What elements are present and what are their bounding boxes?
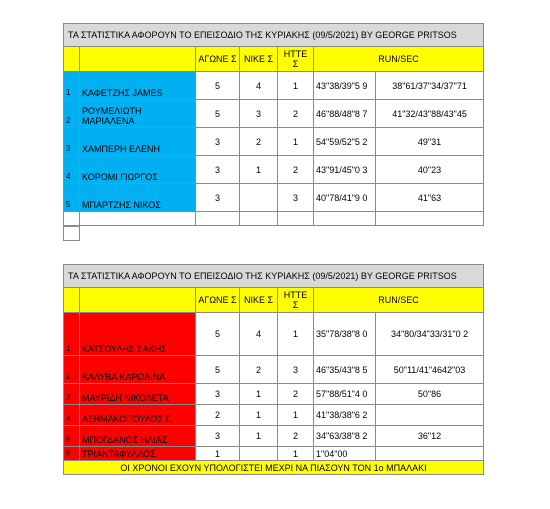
agones-value: 5 xyxy=(196,313,240,356)
table-row xyxy=(64,313,484,356)
nikes-value: 1 xyxy=(240,426,278,447)
row-number: 1 xyxy=(64,72,80,100)
times-value: 41"38/38"6 2 xyxy=(314,405,376,426)
table-row xyxy=(64,356,484,384)
agones-value: 3 xyxy=(196,426,240,447)
run-sec-value: 41"63 xyxy=(376,184,484,212)
table-row xyxy=(64,72,484,100)
header-httes: ΗΤΤΕ Σ xyxy=(278,288,314,313)
header-blank xyxy=(64,47,80,72)
player-name: ΜΠΑΡΤΖΗΣ ΝΙΚΟΣ xyxy=(80,184,196,212)
row-number: 5 xyxy=(64,184,80,212)
header-httes: ΗΤΤΕ Σ xyxy=(278,47,314,72)
player-name: ΜΑΥΡΙΔΗ ΝΙΚΟΛΕΤΑ xyxy=(80,384,196,405)
header-blank xyxy=(64,288,80,313)
row-number: 2 xyxy=(64,356,80,384)
stats-table-1 xyxy=(63,23,484,226)
table-row xyxy=(64,156,484,184)
table-row xyxy=(64,447,484,461)
row-number: 4 xyxy=(64,405,80,426)
player-name: ΚΟΡΟΜΙ ΓΙΩΡΓΟΣ xyxy=(80,156,196,184)
httes-value: 1 xyxy=(278,72,314,100)
player-name: ΚΑΤΣΟΥΛΗΣ ΣΑΚΗΣ xyxy=(80,313,196,356)
run-sec-value: 38"61/37"34/37"71 xyxy=(376,72,484,100)
times-value: 1"04"00 xyxy=(314,447,376,461)
times-value: 57"88/51"4 0 xyxy=(314,384,376,405)
times-value: 34"63/38"8 2 xyxy=(314,426,376,447)
row-number: 2 xyxy=(64,100,80,128)
times-value: 46"88/48"8 7 xyxy=(314,100,376,128)
httes-value: 3 xyxy=(278,356,314,384)
run-sec-value: 34"80/34"33/31"0 2 xyxy=(376,313,484,356)
table-row xyxy=(64,426,484,447)
agones-value: 3 xyxy=(196,156,240,184)
httes-value: 2 xyxy=(278,156,314,184)
header-nikes: ΝΙΚΕ Σ xyxy=(240,288,278,313)
nikes-value: 4 xyxy=(240,313,278,356)
agones-value: 3 xyxy=(196,384,240,405)
httes-value: 1 xyxy=(278,447,314,461)
header-blank xyxy=(80,47,196,72)
header-agones: ΑΓΩΝΕ Σ xyxy=(196,47,240,72)
agones-value: 5 xyxy=(196,100,240,128)
run-sec-value xyxy=(376,405,484,426)
row-number: 3 xyxy=(64,384,80,405)
run-sec-value: 50"86 xyxy=(376,384,484,405)
times-value: 35"78/38"8 0 xyxy=(314,313,376,356)
httes-value: 1 xyxy=(278,313,314,356)
row-number: 5 xyxy=(64,426,80,447)
table-row xyxy=(64,405,484,426)
agones-value: 3 xyxy=(196,128,240,156)
agones-value: 2 xyxy=(196,405,240,426)
header-blank xyxy=(80,288,196,313)
agones-value: 3 xyxy=(196,184,240,212)
times-value: 43"91/45"0 3 xyxy=(314,156,376,184)
table-row xyxy=(64,100,484,128)
nikes-value: 3 xyxy=(240,100,278,128)
nikes-value xyxy=(240,447,278,461)
httes-value: 1 xyxy=(278,405,314,426)
row-number: 1 xyxy=(64,313,80,356)
nikes-value: 2 xyxy=(240,128,278,156)
run-sec-value: 50"11/41"4642"03 xyxy=(376,356,484,384)
section-title: ΤΑ ΣΤΑΤΙΣΤΙΚΑ ΑΦΟΡΟΥΝ ΤΟ ΕΠΕΙΣΟΔΙΟ ΤΗΣ ΚΥΡΙΑΚΗΣ (09/5/2021) BY GEORGE PRITSOS xyxy=(64,265,484,288)
player-name: ΧΑΜΠΕΡΗ ΕΛΕΝΗ xyxy=(80,128,196,156)
player-name: ΚΑΛΥΒΑ ΚΑΡΟΛΙΝΑ xyxy=(80,356,196,384)
header-agones: ΑΓΩΝΕ Σ xyxy=(196,288,240,313)
stats-table-2 xyxy=(63,264,484,475)
httes-value: 2 xyxy=(278,100,314,128)
table-row xyxy=(64,384,484,405)
row-number: 3 xyxy=(64,128,80,156)
times-value: 43"38/39"5 9 xyxy=(314,72,376,100)
nikes-value: 1 xyxy=(240,405,278,426)
nikes-value: 1 xyxy=(240,384,278,405)
row-number: 4 xyxy=(64,156,80,184)
table-row xyxy=(64,128,484,156)
stats-sheet xyxy=(63,23,483,475)
httes-value: 1 xyxy=(278,128,314,156)
footer-note: ΟΙ ΧΡΟΝΟΙ ΕΧΟΥΝ ΥΠΟΛΟΓΙΣΤΕΙ ΜΕΧΡΙ ΝΑ ΠΙΑΣΟΥΝ ΤΟΝ 1ο ΜΠΑΛΑΚΙ xyxy=(64,461,484,475)
nikes-value: 2 xyxy=(240,356,278,384)
header-run-sec: RUN/SEC xyxy=(314,47,484,72)
player-name: ΡΟΥΜΕΛΙΩΤΗ ΜΑΡΙΑΛΕΝΑ xyxy=(80,100,196,128)
header-run-sec: RUN/SEC xyxy=(314,288,484,313)
agones-value: 5 xyxy=(196,356,240,384)
agones-value: 1 xyxy=(196,447,240,461)
run-sec-value xyxy=(376,447,484,461)
nikes-value: 1 xyxy=(240,156,278,184)
agones-value: 5 xyxy=(196,72,240,100)
times-value: 54"59/52"5 2 xyxy=(314,128,376,156)
player-name: ΚΑΦΕΤΖΗΣ JAMES xyxy=(80,72,196,100)
nikes-value xyxy=(240,184,278,212)
run-sec-value: 49"31 xyxy=(376,128,484,156)
times-value: 40"78/41"9 0 xyxy=(314,184,376,212)
run-sec-value: 41"32/43"88/43"45 xyxy=(376,100,484,128)
httes-value: 2 xyxy=(278,384,314,405)
spacer-cell xyxy=(63,226,80,241)
httes-value: 3 xyxy=(278,184,314,212)
player-name: ΤΡΙΑΝΤΑΦΥΛΛΟΣ xyxy=(80,447,196,461)
section-title: ΤΑ ΣΤΑΤΙΣΤΙΚΑ ΑΦΟΡΟΥΝ ΤΟ ΕΠΕΙΣΟΔΙΟ ΤΗΣ ΚΥΡΙΑΚΗΣ (09/5/2021) BY GEORGE PRITSOS xyxy=(64,24,484,47)
run-sec-value: 40"23 xyxy=(376,156,484,184)
row-number: 6 xyxy=(64,447,80,461)
table-row xyxy=(64,184,484,212)
player-name: ΜΠΟΓΔΑΝΟΣ ΗΛΙΑΣ xyxy=(80,426,196,447)
httes-value: 2 xyxy=(278,426,314,447)
header-nikes: ΝΙΚΕ Σ xyxy=(240,47,278,72)
player-name: ΑΣΗΜΑΚΟΠΟΥΛΟΣ Γ. xyxy=(80,405,196,426)
run-sec-value: 36"12 xyxy=(376,426,484,447)
times-value: 46"35/43"8 5 xyxy=(314,356,376,384)
nikes-value: 4 xyxy=(240,72,278,100)
